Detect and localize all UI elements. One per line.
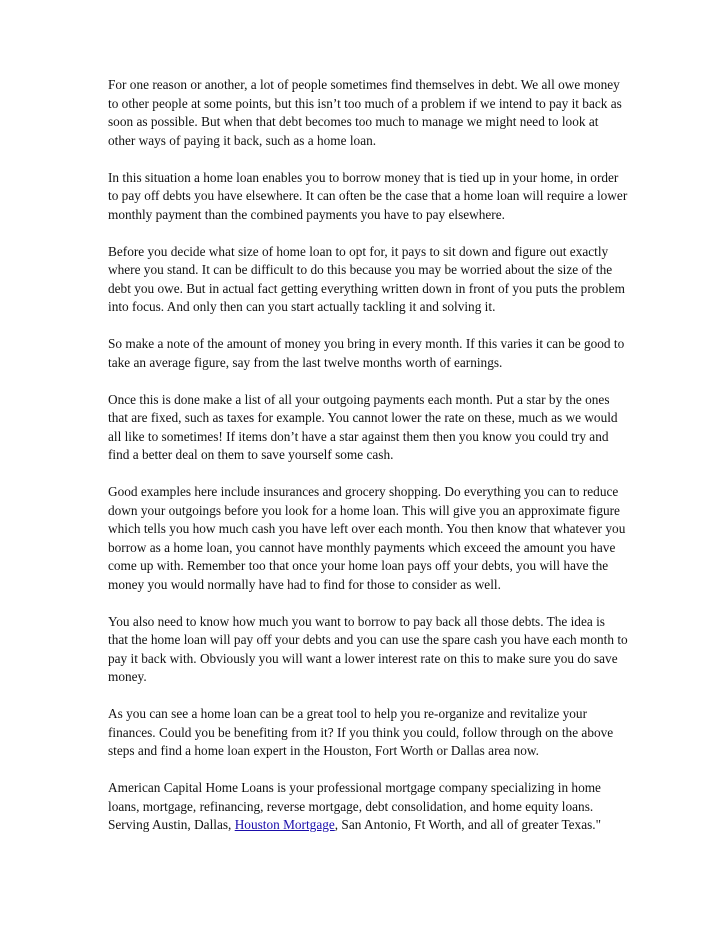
paragraph-6: Good examples here include insurances and grocery shopping. Do everything you can to reduce down your outgoings before you look for a home loan. This will give you an approximate figure which tells you how much cash you have left over each month. You then know that whatever you borrow as a home loan, you cannot have monthly payments which exceed the amount you have come up with. Remember too that once your home loan pays off your debts, you will have the money you would normally have had to find for those to consider as well. xyxy=(108,484,626,592)
closing-text-before-link: American Capital Home Loans is your professional mortgage company specializing in home loans, mortgage, refinancing, reverse mortgage, debt consolidation, and home equity loans. Serving Austin, Dallas, xyxy=(108,780,601,832)
paragraph-3: Before you decide what size of home loan to opt for, it pays to sit down and figure out exactly where you stand. It can be difficult to do this because you may be worried about the size of the debt you owe. But in actual fact getting everything written down in front of you puts the problem into focus. And only then can you start actually tackling it and solving it. xyxy=(108,243,625,314)
paragraph-8: As you can see a home loan can be a great tool to help you re-organize and revitalize your finances. Could you be benefiting from it? If you think you could, follow through on the above steps and find a home loan expert in the Houston, Fort Worth or Dallas area now. xyxy=(108,706,614,758)
document-page xyxy=(108,76,628,853)
closing-text-after-link: , San Antonio, Ft Worth, and all of greater Texas." xyxy=(334,817,602,832)
paragraph-1: For one reason or another, a lot of people sometimes find themselves in debt. We all owe money to other people at some points, but this isn’t too much of a problem if we intend to pay it back as soon as possible. But when that debt becomes too much to manage we might need to look at other ways of paying it back, such as a home loan. xyxy=(108,77,622,148)
closing-paragraph xyxy=(108,779,628,835)
paragraph-7: You also need to know how much you want to borrow to pay back all those debts. The idea is that the home loan will pay off your debts and you can use the spare cash you have each month to pay it back with. Obviously you will want a lower interest rate on this to make sure you do save money. xyxy=(108,613,628,684)
paragraph-4: So make a note of the amount of money you bring in every month. If this varies it can be good to take an average figure, say from the last twelve months worth of earnings. xyxy=(108,336,625,370)
paragraph-5: Once this is done make a list of all your outgoing payments each month. Put a star by the ones that are fixed, such as taxes for example. You cannot lower the rate on these, much as we would all like to sometimes! If items don’t have a star against them then you know you could try and find a better deal on them to save yourself some cash. xyxy=(108,391,618,462)
paragraph-2: In this situation a home loan enables you to borrow money that is tied up in your home, in order to pay off debts you have elsewhere. It can often be the case that a home loan will require a lower monthly payment than the combined payments you have to pay elsewhere. xyxy=(108,169,628,222)
houston-mortgage-link[interactable]: Houston Mortgage xyxy=(234,817,335,832)
